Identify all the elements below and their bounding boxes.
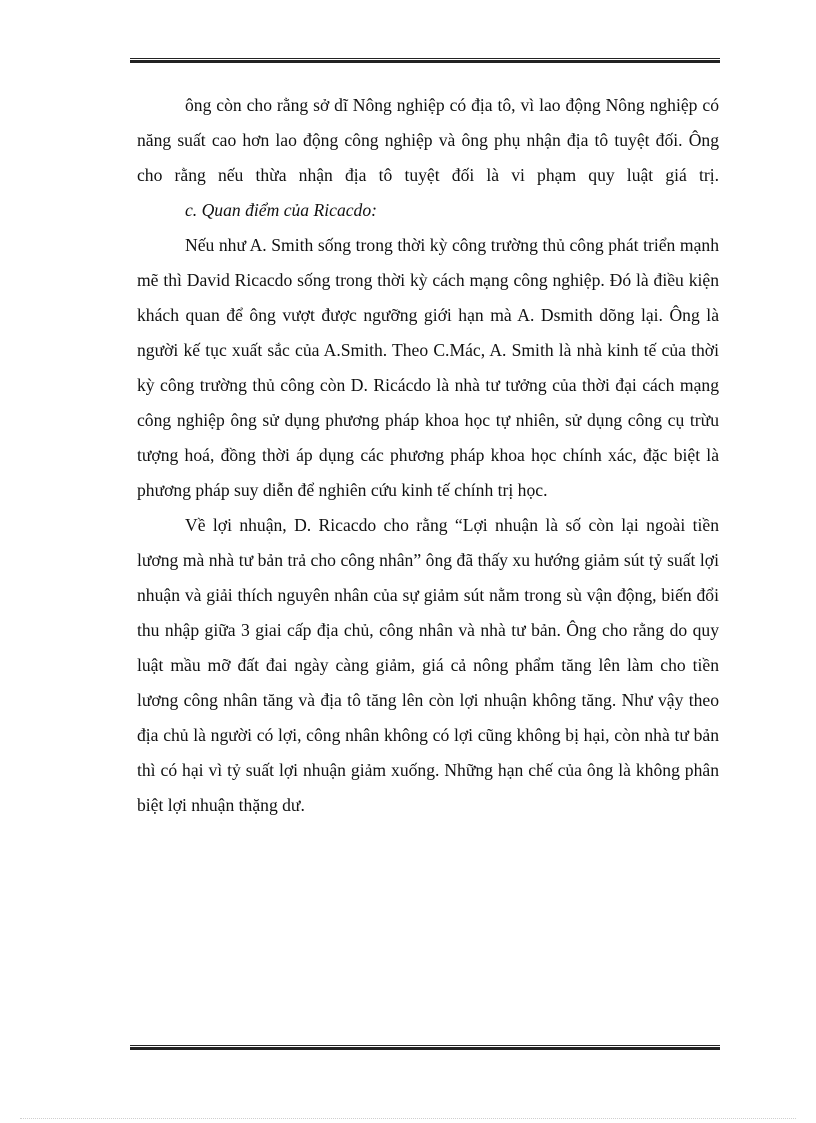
header-rule: [130, 58, 720, 63]
paragraph-ricardo-1: Nếu như A. Smith sống trong thời kỳ công trường thủ công phát triển mạnh mẽ thì David Ricacdo sống trong thời kỳ cách mạng công nghiệp. Đó là điều kiện khách quan để ông vượt được ngưỡng giới hạn mà A. Dsmith dõng lại. Ông là người kế tục xuất sắc của A.Smith. Theo C.Mác, A. Smith là nhà kinh tế của thời kỳ công trường thủ công còn D. Ricácdo là nhà tư tưởng của thời đại cách mạng công nghiệp ông sử dụng phương pháp khoa học tự nhiên, sử dụng công cụ trừu tượng hoá, đồng thời áp dụng các phương pháp khoa học chính xác, đặc biệt là phương pháp suy diễn để nghiên cứu kinh tế chính trị học.: [137, 235, 719, 500]
page-edge-divider: [20, 1118, 796, 1119]
section-heading: c. Quan điểm của Ricacdo:: [185, 200, 378, 220]
paragraph-intro: ông còn cho rằng sở dĩ Nông nghiệp có địa tô, vì lao động Nông nghiệp có năng suất cao hơn lao động công nghiệp và ông phụ nhận địa tô tuyệt đối. Ông cho rằng nếu thừa nhận địa tô tuyệt đối là vi phạm quy luật giá trị.: [137, 95, 719, 185]
paragraph-ricardo-2: Về lợi nhuận, D. Ricacdo cho rằng “Lợi nhuận là số còn lại ngoài tiền lương mà nhà tư bản trả cho công nhân” ông đã thấy xu hướng giảm sút tỷ suất lợi nhuận và giải thích nguyên nhân của sự giảm sút nằm trong sù vận động, biến đổi thu nhập giữa 3 giai cấp địa chủ, công nhân và nhà tư bản. Ông cho rằng do quy luật mầu mỡ đất đai ngày càng giảm, giá cả nông phẩm tăng lên làm cho tiền lương công nhân tăng và địa tô tăng lên còn lợi nhuận không tăng. Như vậy theo địa chủ là người có lợi, công nhân không có lợi cũng không bị hại, còn nhà tư bản thì có hại vì tỷ suất lợi nhuận giảm xuống. Những hạn chế của ông là không phân biệt lợi nhuận thặng dư.: [137, 515, 719, 815]
page-content: [137, 88, 719, 823]
footer-rule: [130, 1045, 720, 1050]
